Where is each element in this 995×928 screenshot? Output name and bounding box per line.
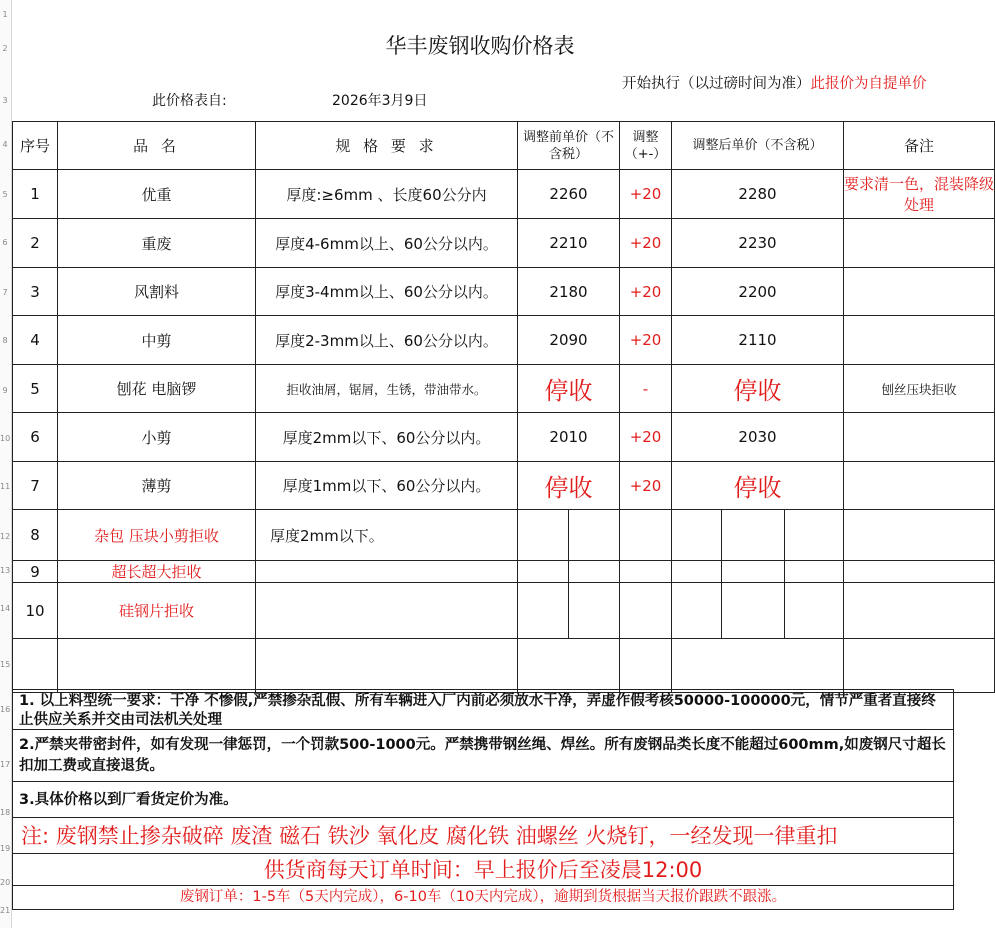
- row-no: 7: [13, 462, 58, 510]
- empty-cell: [672, 561, 722, 583]
- gutter-number: 20: [0, 878, 11, 887]
- row-spec: 厚度:≥6mm 、长度60公分内: [256, 170, 518, 219]
- row-before: 停收: [518, 462, 620, 510]
- row-no: 2: [13, 219, 58, 268]
- gutter-number: 9: [2, 386, 8, 395]
- gutter-number: 5: [2, 190, 8, 199]
- row-spec: [256, 583, 518, 639]
- row-name: 刨花 电脑锣: [58, 365, 256, 413]
- empty-cell: [620, 583, 672, 639]
- header-spec: 规 格 要 求: [256, 122, 518, 170]
- header-remark: 备注: [844, 122, 995, 170]
- row-remark: 要求清一色，混装降级处理: [844, 170, 995, 219]
- empty-cell: [256, 639, 518, 693]
- row-name: 薄剪: [58, 462, 256, 510]
- row-spec: 厚度3-4mm以上、60公分以内。: [256, 268, 518, 316]
- table-header-row: [13, 122, 995, 170]
- row-adjust: +20: [620, 462, 672, 510]
- header-name: 品 名: [58, 122, 256, 170]
- note-1: 1. 以上料型统一要求：干净 不惨假,严禁掺杂乱假、所有车辆进入厂内前必须放水干净，弄虚作假考核50000-100000元，情节严重者直接终止供应关系并交由司法机关处理: [12, 689, 954, 730]
- price-table: [12, 121, 995, 693]
- empty-cell: [672, 583, 722, 639]
- empty-cell: [785, 510, 844, 561]
- row-name: 优重: [58, 170, 256, 219]
- empty-cell: [58, 639, 256, 693]
- row-number-gutter: [0, 0, 12, 928]
- table-row: [13, 170, 995, 219]
- row-after: 2280: [672, 170, 844, 219]
- empty-cell: [569, 583, 620, 639]
- row-name: 杂包 压块小剪拒收: [58, 510, 256, 561]
- table-row: [13, 561, 995, 583]
- note-3: 3.具体价格以到厂看货定价为准。: [12, 782, 954, 818]
- empty-cell: [844, 510, 995, 561]
- row-name: 重废: [58, 219, 256, 268]
- empty-cell: [13, 639, 58, 693]
- row-no: 1: [13, 170, 58, 219]
- empty-cell: [844, 561, 995, 583]
- gutter-number: 11: [0, 482, 11, 491]
- row-no: 8: [13, 510, 58, 561]
- row-spec: 拒收油屑，锯屑，生锈，带油带水。: [256, 365, 518, 413]
- note-order-terms: 废钢订单：1-5车（5天内完成），6-10车（10天内完成），逾期到货根据当天报价跟跌不跟涨。: [12, 886, 954, 910]
- empty-cell: [844, 583, 995, 639]
- gutter-number: 18: [0, 808, 11, 817]
- row-spec: 厚度2mm以下、60公分以内。: [256, 413, 518, 462]
- start-note: [622, 74, 952, 94]
- gutter-number: 10: [0, 434, 11, 443]
- gutter-number: 2: [2, 44, 8, 53]
- row-no: 3: [13, 268, 58, 316]
- gutter-number: 12: [0, 532, 11, 541]
- start-text: 开始执行（以过磅时间为准）: [622, 76, 811, 92]
- empty-cell: [518, 561, 569, 583]
- empty-cell: [620, 639, 672, 693]
- table-row: [13, 365, 995, 413]
- row-after: 2110: [672, 316, 844, 365]
- table-row: [13, 316, 995, 365]
- empty-cell: [518, 639, 620, 693]
- row-after: 停收: [672, 365, 844, 413]
- price-note: 此报价为自提单价: [810, 76, 927, 92]
- note-warning: 注: 废钢禁止掺杂破碎 废渣 磁石 铁沙 氧化皮 腐化铁 油螺丝 火烧钉，一经发现一律重扣: [12, 818, 954, 854]
- empty-cell: [518, 510, 569, 561]
- row-adjust: +20: [620, 170, 672, 219]
- table-row-empty: [13, 639, 995, 693]
- row-remark: [844, 413, 995, 462]
- row-before: 停收: [518, 365, 620, 413]
- row-adjust: +20: [620, 316, 672, 365]
- gutter-number: 19: [0, 844, 11, 853]
- row-adjust: +20: [620, 268, 672, 316]
- row-before: 2090: [518, 316, 620, 365]
- row-before: 2210: [518, 219, 620, 268]
- empty-cell: [672, 510, 722, 561]
- gutter-number: 13: [0, 566, 11, 575]
- row-remark: [844, 219, 995, 268]
- header-adjust: 调整（+-）: [620, 122, 672, 170]
- row-name: 硅钢片拒收: [58, 583, 256, 639]
- row-remark: 刨丝压块拒收: [844, 365, 995, 413]
- gutter-number: 15: [0, 660, 11, 669]
- table-row: [13, 268, 995, 316]
- notes-section: [12, 689, 954, 920]
- row-spec: 厚度2mm以下。: [256, 510, 518, 561]
- row-remark: [844, 268, 995, 316]
- empty-cell: [569, 510, 620, 561]
- empty-cell: [722, 583, 785, 639]
- empty-cell: [620, 510, 672, 561]
- empty-cell: [844, 639, 995, 693]
- gutter-number: 6: [2, 238, 8, 247]
- row-before: 2180: [518, 268, 620, 316]
- row-after: 2230: [672, 219, 844, 268]
- row-spec: 厚度1mm以下、60公分以内。: [256, 462, 518, 510]
- note-order-time: 供货商每天订单时间：早上报价后至凌晨12:00: [12, 854, 954, 886]
- empty-cell: [785, 583, 844, 639]
- row-adjust: +20: [620, 413, 672, 462]
- page-title: 华丰废钢收购价格表: [385, 34, 575, 58]
- row-remark: [844, 316, 995, 365]
- empty-cell: [518, 583, 569, 639]
- row-name: 小剪: [58, 413, 256, 462]
- row-no: 9: [13, 561, 58, 583]
- empty-cell: [722, 510, 785, 561]
- row-name: 风割料: [58, 268, 256, 316]
- row-no: 6: [13, 413, 58, 462]
- effective-label: 此价格表自:: [152, 93, 227, 109]
- gutter-number: 14: [0, 604, 11, 613]
- row-name: 超长超大拒收: [58, 561, 256, 583]
- row-after: 停收: [672, 462, 844, 510]
- empty-cell: [785, 561, 844, 583]
- row-after: 2200: [672, 268, 844, 316]
- header-after: 调整后单价（不含税）: [672, 122, 844, 170]
- table-row: [13, 219, 995, 268]
- header-no: 序号: [13, 122, 58, 170]
- table-row: [13, 583, 995, 639]
- row-before: 2260: [518, 170, 620, 219]
- table-row: [13, 510, 995, 561]
- gutter-number: 7: [2, 288, 8, 297]
- row-no: 4: [13, 316, 58, 365]
- effective-date: 2026年3月9日: [332, 93, 428, 109]
- gutter-number: 4: [2, 140, 8, 149]
- gutter-number: 8: [2, 336, 8, 345]
- header-before: 调整前单价（不含税）: [518, 122, 620, 170]
- gutter-number: 16: [0, 705, 11, 714]
- row-spec: 厚度4-6mm以上、60公分以内。: [256, 219, 518, 268]
- empty-cell: [620, 561, 672, 583]
- gutter-number: 1: [2, 10, 8, 19]
- gutter-number: 17: [0, 760, 11, 769]
- table-row: [13, 413, 995, 462]
- empty-cell: [722, 561, 785, 583]
- row-remark: [844, 462, 995, 510]
- gutter-number: 21: [0, 906, 11, 915]
- empty-cell: [672, 639, 844, 693]
- gutter-number: 3: [2, 96, 8, 105]
- row-adjust: +20: [620, 219, 672, 268]
- row-before: 2010: [518, 413, 620, 462]
- row-after: 2030: [672, 413, 844, 462]
- row-no: 5: [13, 365, 58, 413]
- row-name: 中剪: [58, 316, 256, 365]
- row-adjust: -: [620, 365, 672, 413]
- note-2: 2.严禁夹带密封件，如有发现一律惩罚，一个罚款500-1000元。严禁携带钢丝绳、焊丝。所有废钢品类长度不能超过600mm,如废钢尺寸超长扣加工费或直接退货。: [12, 730, 954, 782]
- empty-cell: [569, 561, 620, 583]
- row-spec: [256, 561, 518, 583]
- row-no: 10: [13, 583, 58, 639]
- row-spec: 厚度2-3mm以上、60公分以内。: [256, 316, 518, 365]
- table-row: [13, 462, 995, 510]
